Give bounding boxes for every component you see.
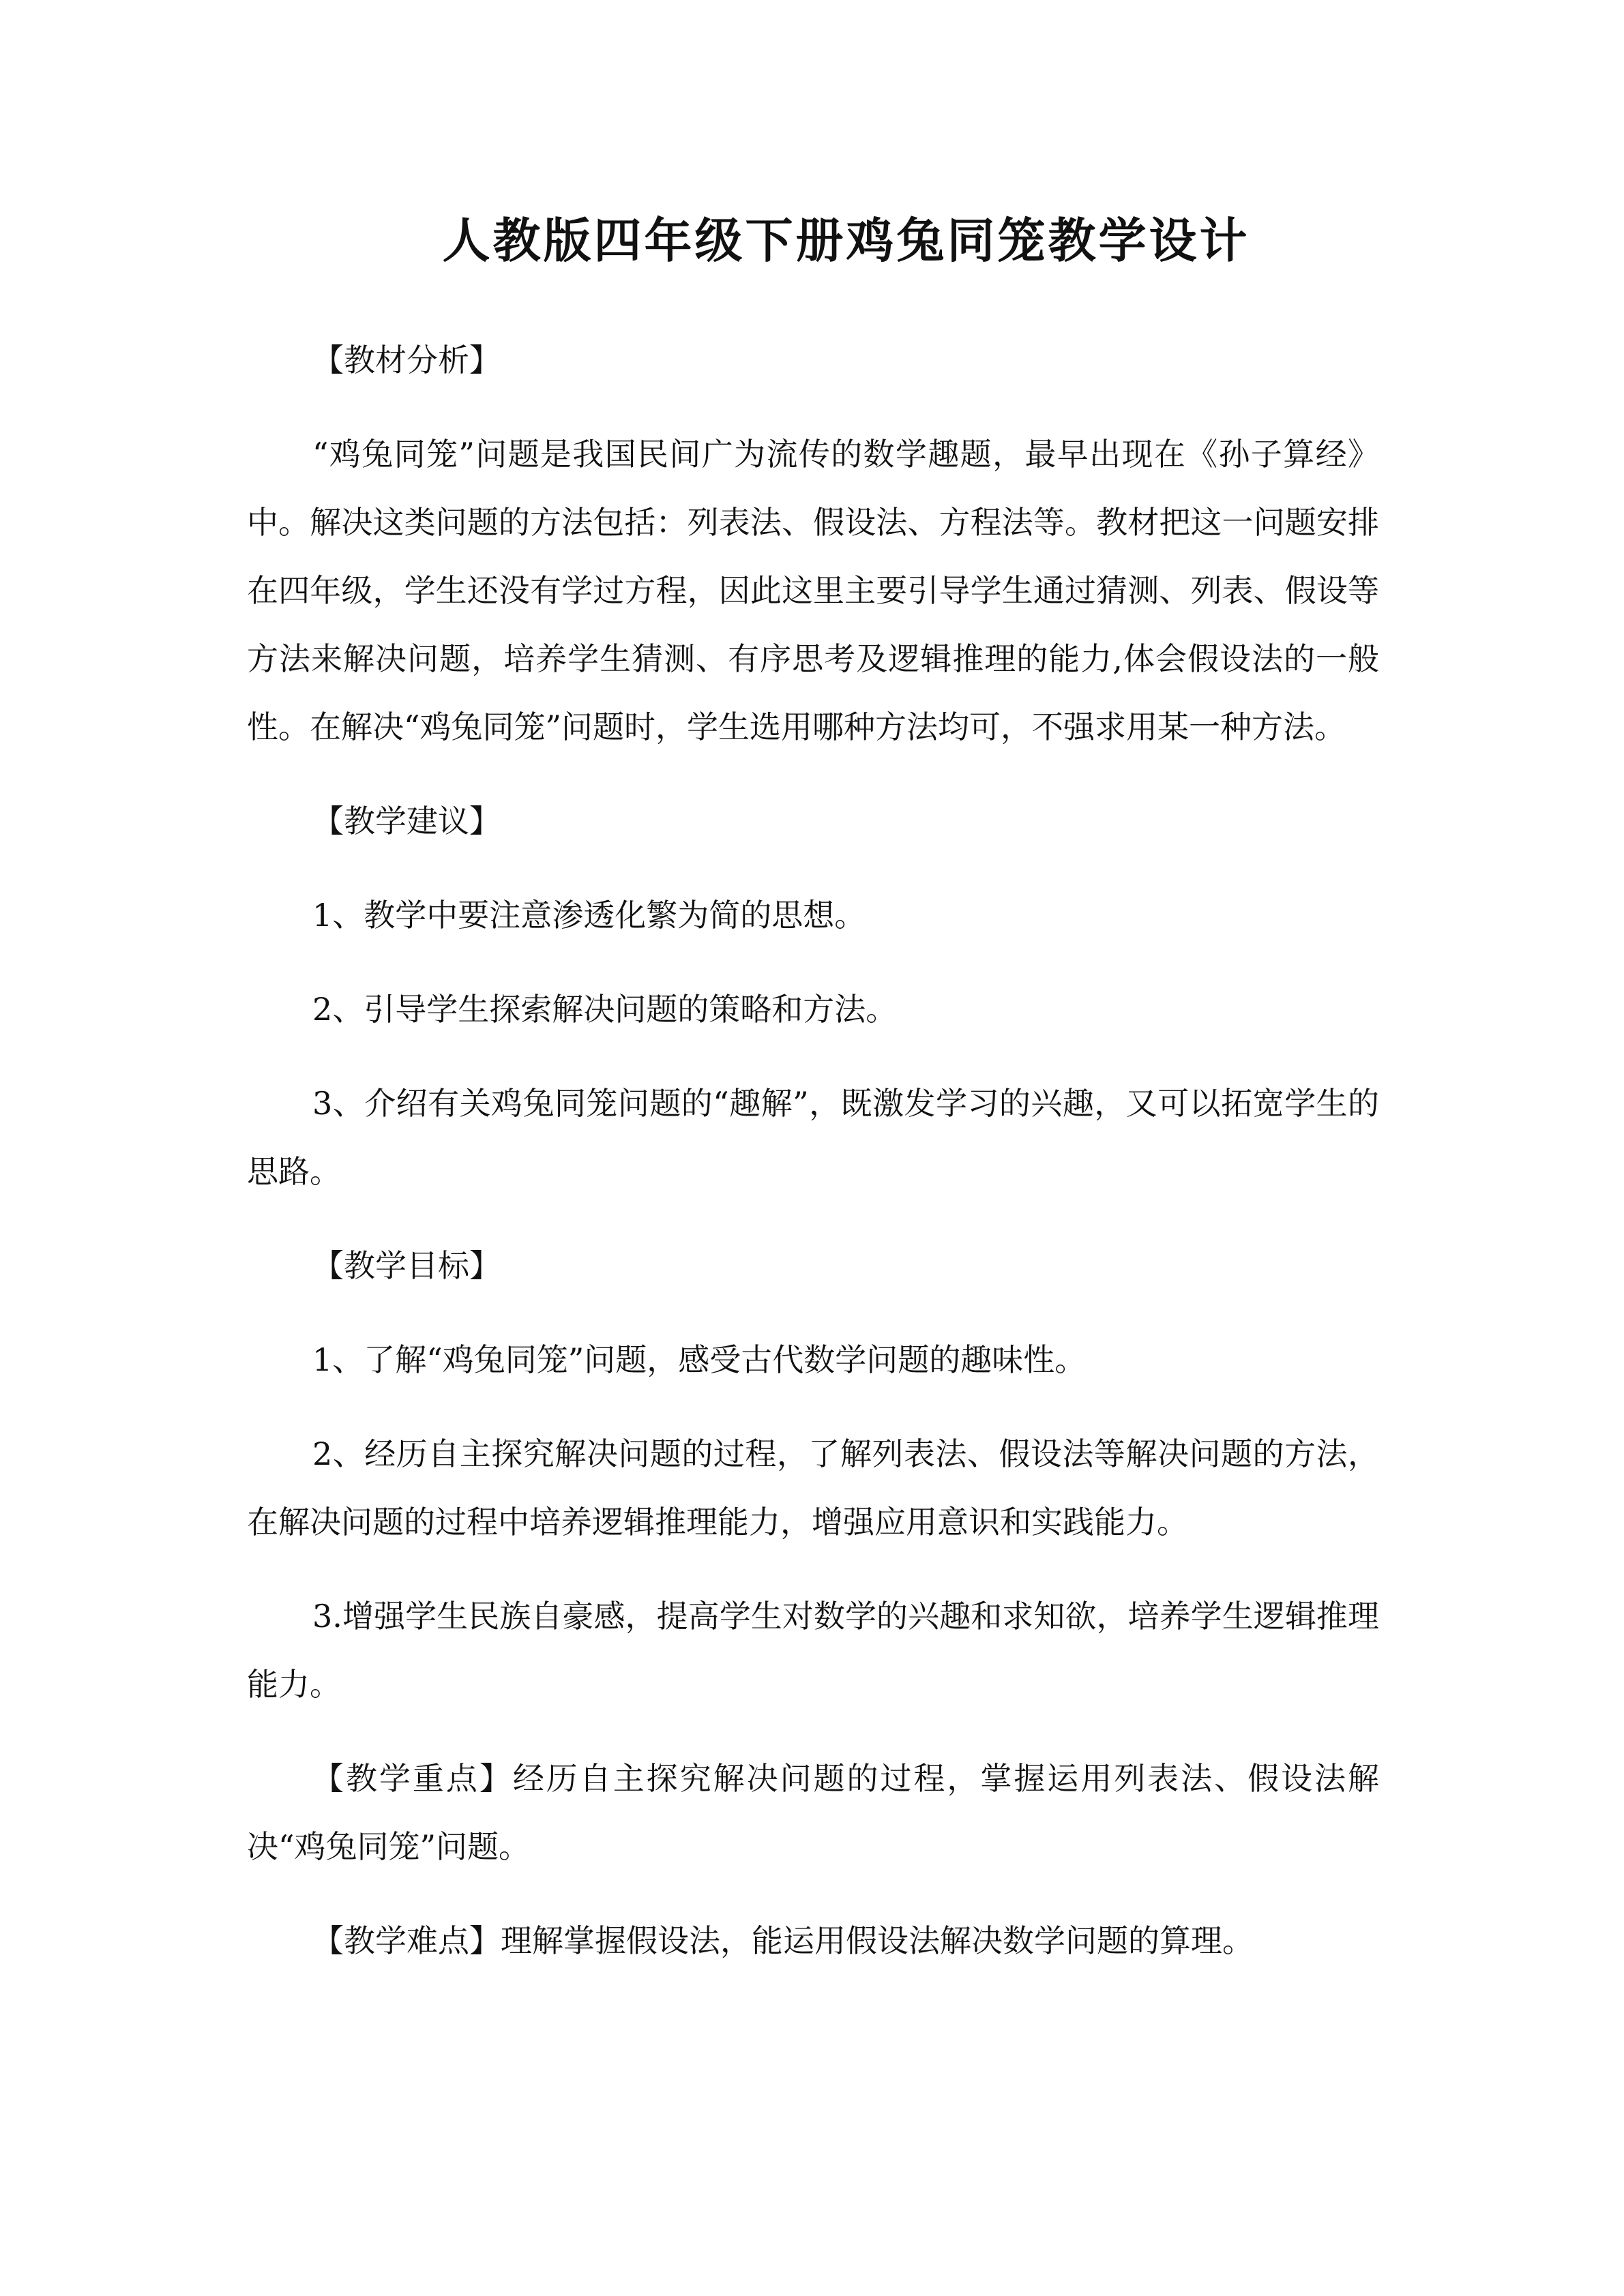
objective-item: 2、经历自主探究解决问题的过程，了解列表法、假设法等解决问题的方法，在解决问题的过程中培养逻辑推理能力，增强应用意识和实践能力。 [247, 1435, 1379, 1540]
key-point-text: 经历自主探究解决问题的过程，掌握运用列表法、假设法解决“鸡兔同笼”问题。 [247, 1760, 1380, 1865]
difficulty-text: 理解掌握假设法，能运用假设法解决数学问题的算理。 [501, 1922, 1254, 1959]
key-point-paragraph [247, 1744, 1379, 1881]
analysis-paragraph: “鸡兔同笼”问题是我国民间广为流传的数学趣题，最早出现在《孙子算经》中。解决这类问题的方法包括：列表法、假设法、方程法等。教材把这一问题安排在四年级，学生还没有学过方程，因此这里主要引导学生通过猜测、列表、假设等方法来解决问题，培养学生猜测、有序思考及逻辑推理的能力,体会假设法的一般性。在解决“鸡兔同笼”问题时，学生选用哪种方法均可，不强求用某一种方法。 [247, 436, 1379, 745]
suggestion-item: 2、引导学生探索解决问题的策略和方法。 [312, 991, 898, 1028]
section-heading-objectives: 【教学目标】 [312, 1247, 501, 1284]
section-heading-analysis: 【教材分析】 [312, 342, 501, 378]
section-heading-difficulty: 【教学难点】 [312, 1922, 501, 1959]
objective-item: 1、了解“鸡兔同笼”问题，感受古代数学问题的趣味性。 [312, 1341, 1087, 1378]
suggestion-item: 3、介绍有关鸡兔同笼问题的“趣解”，既激发学习的兴趣，又可以拓宽学生的思路。 [247, 1085, 1379, 1190]
document-body [247, 326, 1379, 2001]
section-heading-suggestions: 【教学建议】 [312, 803, 501, 839]
section-heading-key-point: 【教学重点】 [312, 1760, 513, 1797]
difficulty-paragraph [247, 1907, 1379, 1975]
objective-item: 3.增强学生民族自豪感，提高学生对数学的兴趣和求知欲，培养学生逻辑推理能力。 [247, 1598, 1379, 1703]
document-title: 人教版四年级下册鸡兔同笼教学设计 [442, 212, 1250, 269]
suggestion-item: 1、教学中要注意渗透化繁为简的思想。 [312, 897, 866, 934]
